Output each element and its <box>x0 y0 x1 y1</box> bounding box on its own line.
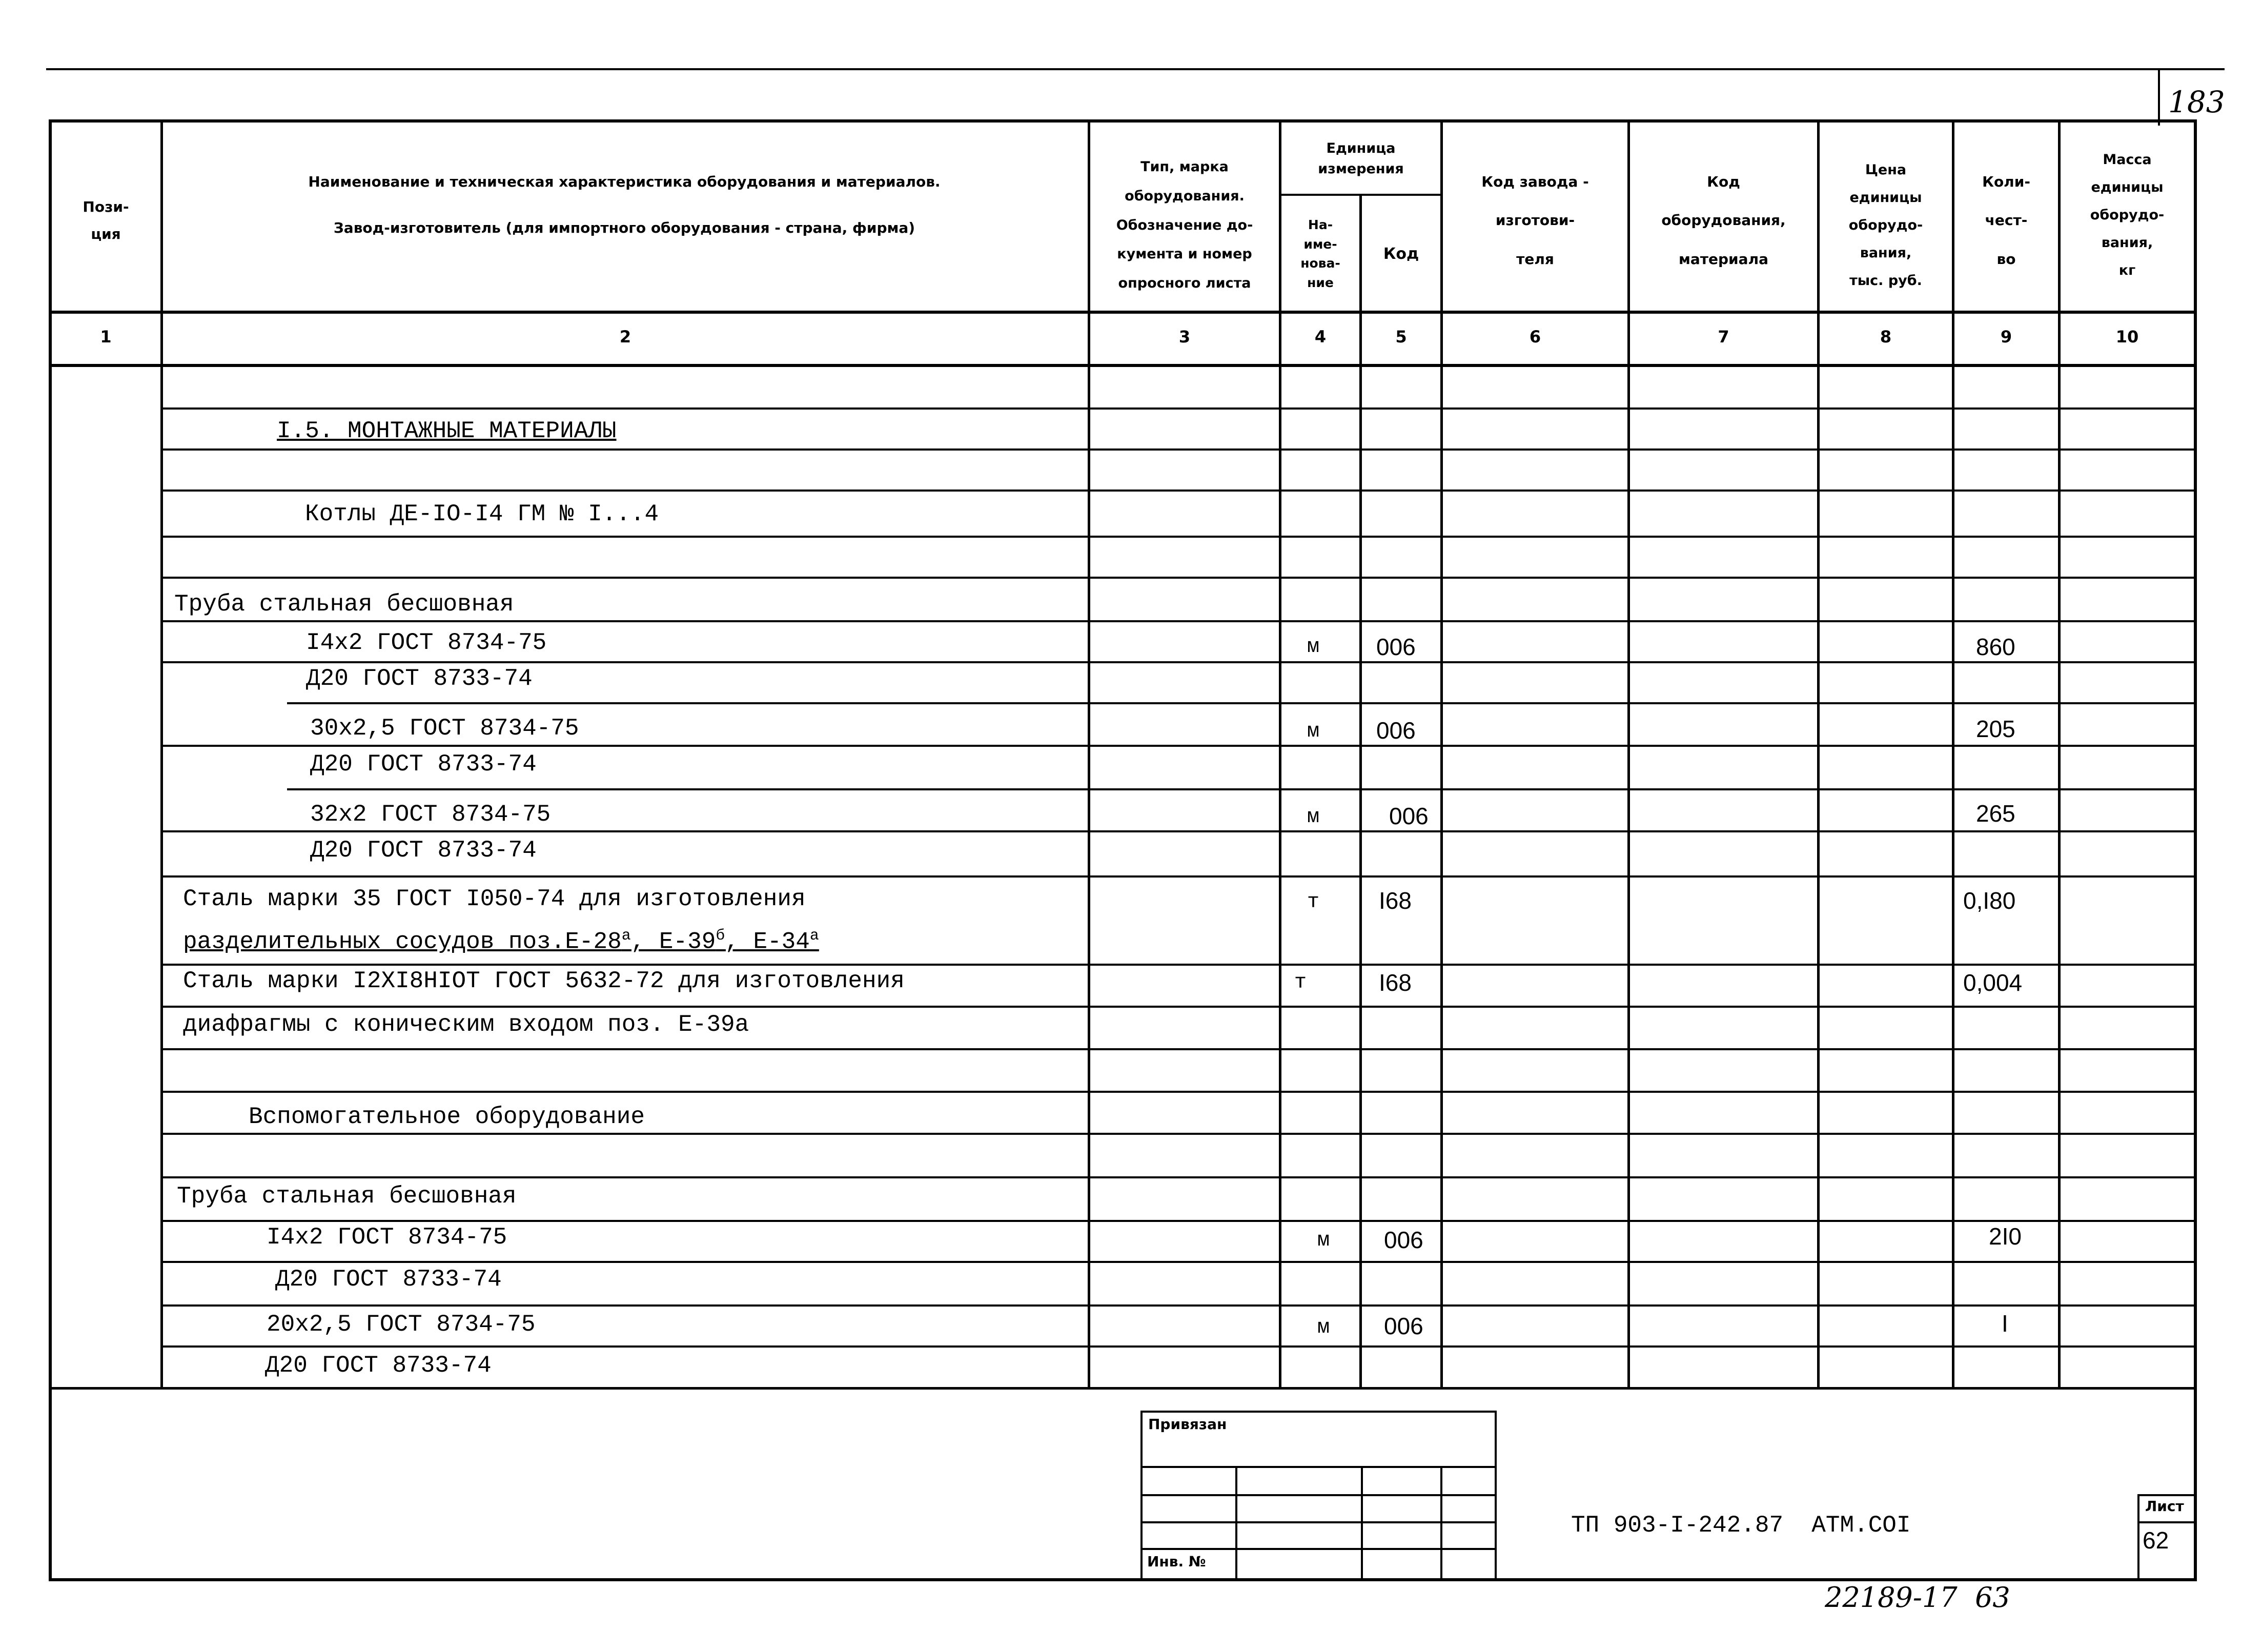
frame-right <box>2194 119 2197 1581</box>
steel1-unit: т <box>1307 891 1320 914</box>
colnum-7: 7 <box>1718 327 1729 346</box>
p2-code: 006 <box>1376 717 1416 744</box>
colnum-5: 5 <box>1395 327 1407 346</box>
col-line <box>160 119 163 1390</box>
header-name-line1: Наименование и техническая характеристика оборудования и материалов. <box>308 173 941 191</box>
header-maker-code: Код завода - изготови- теля <box>1481 173 1589 268</box>
aux-heading: Вспомогательное оборудование <box>249 1104 645 1130</box>
steel2-line1: Сталь марки I2XI8HIOT ГОСТ 5632-72 для изготовления <box>183 968 905 994</box>
header-mass: Масса единицы оборудо- вания, кг <box>2090 152 2165 278</box>
p2-unit: м <box>1307 720 1320 743</box>
sheet-number: 62 <box>2143 1527 2169 1554</box>
steel2-code: I68 <box>1379 969 1412 996</box>
col-line <box>1817 119 1820 1390</box>
inventory-label: Инв. № <box>1147 1553 1206 1570</box>
pipe-heading-2: Труба стальная бесшовная <box>177 1183 517 1210</box>
p1-unit: м <box>1307 636 1320 659</box>
boilers-heading: Котлы ДЕ-IO-I4 ГМ № I...4 <box>305 501 659 527</box>
header-unit-group: Единица измерения <box>1318 140 1404 177</box>
p5-qty: I <box>2002 1310 2008 1337</box>
colnum-3: 3 <box>1178 327 1191 346</box>
header-unit-name: На- име- нова- ние <box>1300 217 1340 290</box>
colnum-2: 2 <box>619 327 631 346</box>
p5-code: 006 <box>1384 1313 1423 1339</box>
col-line <box>2058 119 2061 1390</box>
colnum-8: 8 <box>1880 327 1892 346</box>
colnum-bottom-line <box>49 364 2196 367</box>
col-line <box>1440 119 1443 1390</box>
p3-code: 006 <box>1389 803 1429 829</box>
header-price: Цена единицы оборудо- вания, тыс. руб. <box>1848 162 1923 289</box>
header-equipment-code: Код оборудования, материала <box>1661 173 1786 268</box>
page-number-handwritten: 183 <box>2168 85 2225 119</box>
corner-tick <box>2158 69 2160 126</box>
p4-code: 006 <box>1384 1227 1423 1253</box>
steel2-unit: т <box>1294 971 1307 994</box>
p3-qty: 265 <box>1976 800 2015 827</box>
top-frame <box>49 119 2196 123</box>
p3-name: 32x2 ГОСТ 8734-75 <box>310 801 551 828</box>
sheet-label: Лист <box>2145 1498 2184 1515</box>
p2-steel: Д20 ГОСТ 8733-74 <box>310 751 537 778</box>
header-quantity: Коли- чест- во <box>1982 173 2030 268</box>
p1-qty: 860 <box>1976 634 2015 660</box>
p2-qty: 205 <box>1976 716 2015 742</box>
col-line <box>1088 119 1090 1390</box>
footer-handwritten: 22189-17 63 <box>1825 1581 2010 1614</box>
header-position: Пози- ция <box>83 198 129 242</box>
p5-steel: Д20 ГОСТ 8733-74 <box>265 1352 492 1379</box>
pipe-heading-1: Труба стальная бесшовная <box>174 591 514 618</box>
p3-steel: Д20 ГОСТ 8733-74 <box>310 837 537 864</box>
colnum-1: 1 <box>100 327 112 346</box>
section-title: I.5. МОНТАЖНЫЕ МАТЕРИАЛЫ <box>277 418 617 444</box>
colnum-6: 6 <box>1529 327 1541 346</box>
col-line <box>1359 195 1362 1390</box>
steel1-qty: 0,I80 <box>1963 887 2016 914</box>
colnum-10: 10 <box>2115 327 2139 346</box>
col-line <box>1627 119 1630 1390</box>
header-type: Тип, марка оборудования. Обозначение до- кумента и номер опросного листа <box>1116 159 1253 292</box>
steel1-line1: Сталь марки 35 ГОСТ I050-74 для изготовления <box>183 886 806 912</box>
p1-steel: Д20 ГОСТ 8733-74 <box>306 665 533 692</box>
header-name-line2: Завод-изготовитель (для импортного оборудования - страна, фирма) <box>333 219 915 237</box>
header-unit-code: Код <box>1383 244 1419 263</box>
col-line <box>1952 119 1954 1390</box>
colnum-4: 4 <box>1314 327 1327 346</box>
steel2-qty: 0,004 <box>1963 969 2023 996</box>
p5-name: 20x2,5 ГОСТ 8734-75 <box>267 1311 536 1338</box>
steel1-line2: разделительных сосудов $поз.Е-28^а$, $Е-39^б$, $Е-34^а$ <box>183 927 819 955</box>
p1-code: 006 <box>1376 634 1416 660</box>
bound-label: Привязан <box>1148 1416 1227 1433</box>
steel1-code: I68 <box>1379 887 1412 914</box>
p2-name: 30x2,5 ГОСТ 8734-75 <box>310 715 579 742</box>
top-rule <box>46 68 2225 70</box>
p4-steel: Д20 ГОСТ 8733-74 <box>275 1266 502 1293</box>
p1-name: I4x2 ГОСТ 8734-75 <box>306 629 547 656</box>
unit-group-line <box>1279 194 1443 196</box>
p3-unit: м <box>1307 806 1320 829</box>
p4-name: I4x2 ГОСТ 8734-75 <box>267 1224 507 1251</box>
colnum-9: 9 <box>2000 327 2012 346</box>
p5-unit: м <box>1317 1316 1330 1339</box>
p4-qty: 2I0 <box>1989 1223 2022 1250</box>
steel2-line2: диафрагмы с коническим входом поз. Е-39а <box>183 1011 749 1038</box>
p4-unit: м <box>1317 1229 1330 1252</box>
document-code: ТП 903-I-242.87 АТМ.СОI <box>1571 1512 1911 1539</box>
